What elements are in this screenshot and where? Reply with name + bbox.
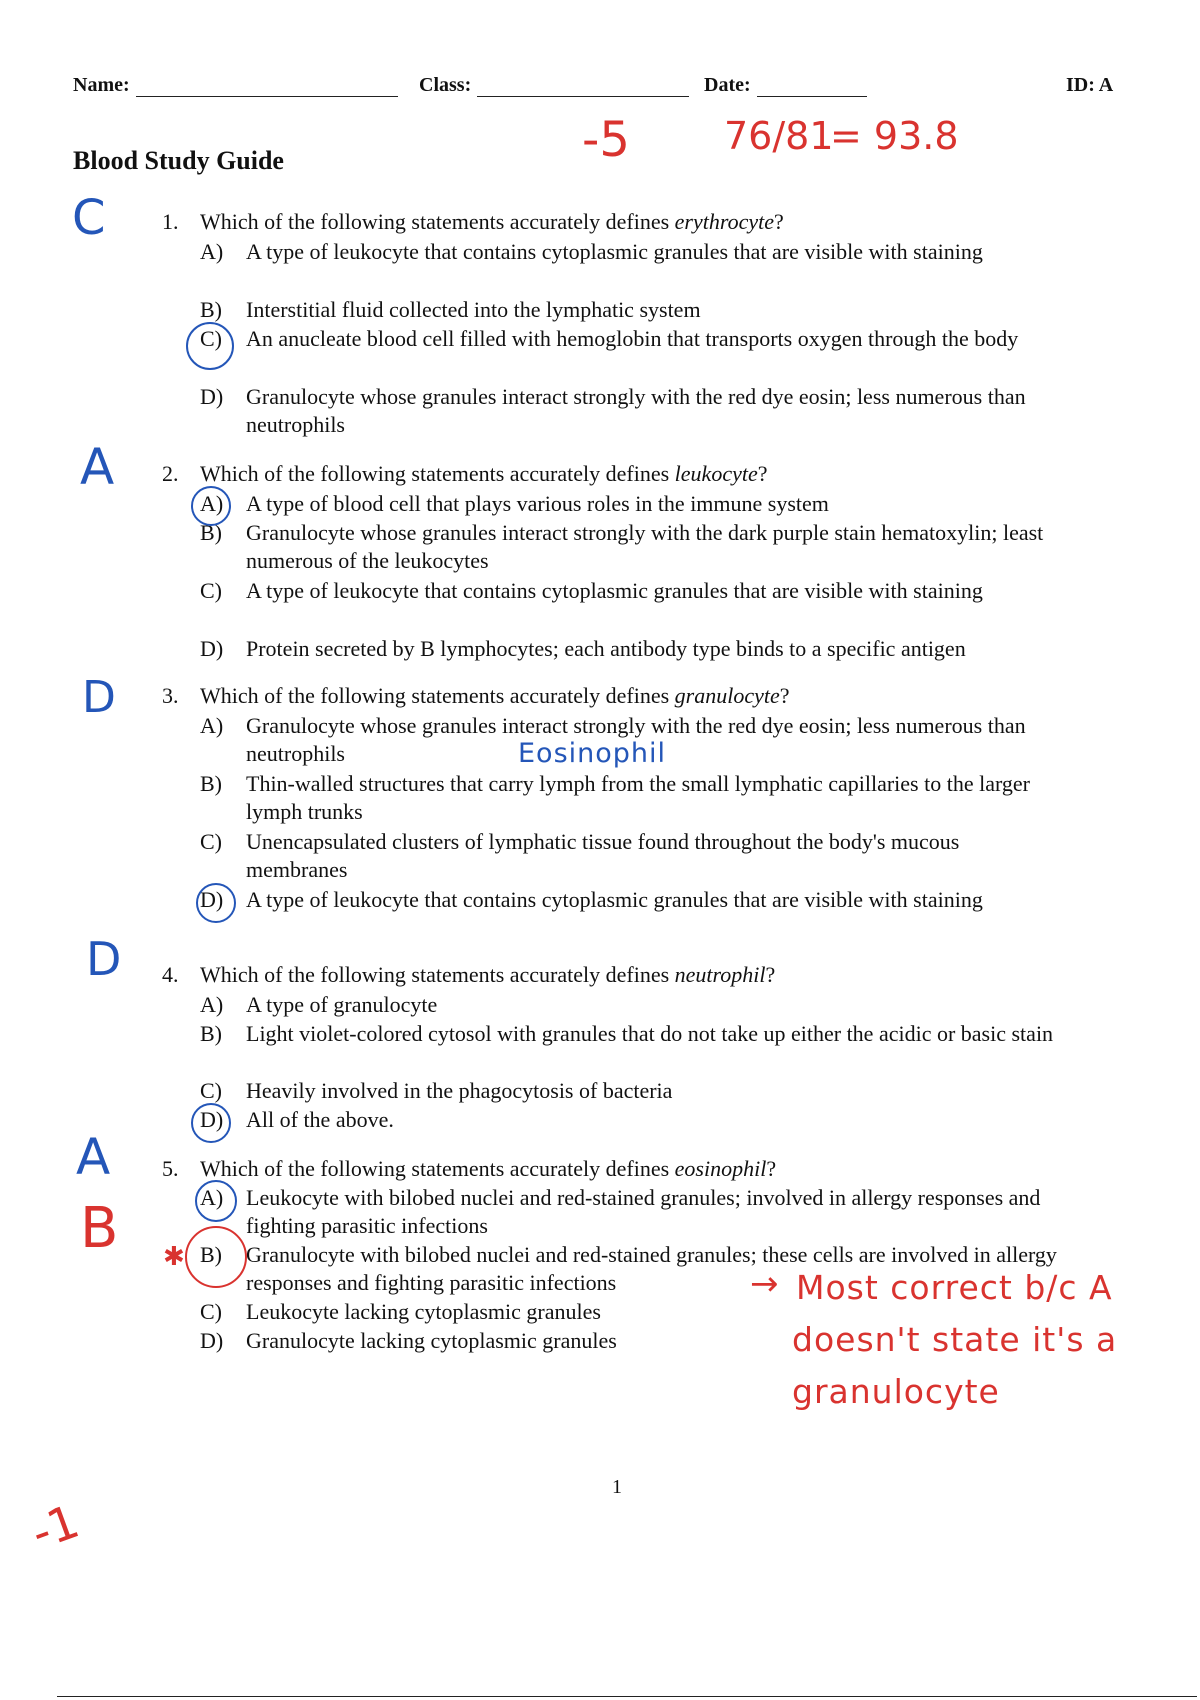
question-5: 5. Which of the following statements accurately defines eosinophil? [162, 1156, 777, 1181]
question-2: 2. Which of the following statements accurately defines leukocyte? [162, 461, 768, 486]
answer-circle-5a [195, 1180, 237, 1222]
option-2a: A) A type of blood cell that plays various roles in the immune system [200, 491, 829, 516]
option-4d: D) All of the above. [200, 1107, 394, 1132]
option-4c: C) Heavily involved in the phagocytosis of bacteria [200, 1078, 673, 1103]
date-blank [757, 78, 867, 97]
class-blank [477, 78, 689, 97]
option-3d: D) A type of leukocyte that contains cytoplasmic granules that are visible with staining [200, 887, 983, 912]
note-arrow-icon: → [750, 1264, 779, 1304]
option-1b: B) Interstitial fluid collected into the lymphatic system [200, 297, 701, 322]
id-label: ID: A [1066, 74, 1114, 96]
option-1c: C) An anucleate blood cell filled with hemoglobin that transports oxygen through the body [200, 326, 1019, 351]
eosinophil-note: Eosinophil [518, 738, 667, 769]
question-3: 3. Which of the following statements accurately defines granulocyte? [162, 683, 790, 708]
option-3c: C) Unencapsulated clusters of lymphatic tissue found throughout the body's mucous membranes [200, 829, 960, 882]
question-4: 4. Which of the following statements accurately defines neutrophil? [162, 962, 776, 987]
teacher-note-line-1: Most correct b/c A [796, 1268, 1113, 1307]
bottom-divider [57, 1696, 1197, 1697]
page-title: Blood Study Guide [73, 146, 284, 175]
teacher-note-line-2: doesn't state it's a [792, 1320, 1118, 1359]
answer-mark-1: C [72, 190, 106, 246]
class-label: Class: [419, 74, 472, 96]
option-1a: A) A type of leukocyte that contains cytoplasmic granules that are visible with staining [200, 239, 983, 264]
correction-circle-5b [185, 1226, 247, 1288]
answer-circle-3d [196, 883, 236, 923]
score-percent: = 93.8 [830, 114, 959, 158]
page-number: 1 [612, 1476, 622, 1498]
option-5d: D) Granulocyte lacking cytoplasmic granules [200, 1328, 617, 1353]
option-4b: B) Light violet-colored cytosol with granules that do not take up either the acidic or basic stain [200, 1021, 1054, 1046]
bottom-deduction-mark: -1 [24, 1493, 86, 1561]
date-label: Date: [704, 74, 751, 96]
answer-mark-4: D [86, 932, 122, 986]
option-2c: C) A type of leukocyte that contains cytoplasmic granules that are visible with staining [200, 578, 983, 603]
question-3-term: granulocyte [674, 683, 780, 708]
question-1-term: erythrocyte [674, 209, 775, 234]
date-field [704, 74, 867, 97]
name-label: Name: [73, 74, 130, 96]
answer-mark-5: A [76, 1128, 111, 1186]
question-1: 1. Which of the following statements accurately defines erythrocyte? [162, 209, 784, 234]
option-5b: B) Granulocyte with bilobed nuclei and red-stained granules; these cells are involved in allergy responses and fighting parasitic infections [200, 1242, 1057, 1295]
name-field [73, 74, 398, 97]
star-mark-icon: ✱ [163, 1242, 185, 1272]
answer-circle-2a [191, 486, 231, 526]
answer-circle-4d [191, 1103, 231, 1143]
option-5c: C) Leukocyte lacking cytoplasmic granules [200, 1299, 601, 1324]
question-5-term: eosinophil [674, 1156, 767, 1181]
option-1d: D) Granulocyte whose granules interact strongly with the red dye eosin; less numerous than neutrophils [200, 384, 1026, 437]
option-4a: A) A type of granulocyte [200, 992, 438, 1017]
option-2d: D) Protein secreted by B lymphocytes; each antibody type binds to a specific antigen [200, 636, 966, 661]
answer-mark-2: A [80, 438, 115, 496]
class-field [419, 74, 689, 97]
option-3a: A) Granulocyte whose granules interact strongly with the red dye eosin; less numerous than neutrophils [200, 713, 1026, 766]
option-2b: B) Granulocyte whose granules interact strongly with the dark purple stain hematoxylin; least numerous of the leukocytes [200, 520, 1044, 573]
answer-circle-1c [186, 322, 234, 370]
name-blank [136, 78, 398, 97]
answer-mark-3: D [82, 672, 116, 723]
question-2-term: leukocyte [674, 461, 758, 486]
deduction-mark: -5 [582, 112, 630, 168]
score-fraction: 76/81 [724, 114, 834, 158]
option-5a: A) Leukocyte with bilobed nuclei and red-stained granules; involved in allergy responses and fighting parasitic infections [200, 1185, 1041, 1238]
question-4-term: neutrophil [674, 962, 766, 987]
option-3b: B) Thin-walled structures that carry lymph from the small lymphatic capillaries to the larger lymph trunks [200, 771, 1031, 824]
correction-mark-5: B [80, 1196, 119, 1261]
teacher-note-line-3: granulocyte [792, 1372, 1000, 1411]
